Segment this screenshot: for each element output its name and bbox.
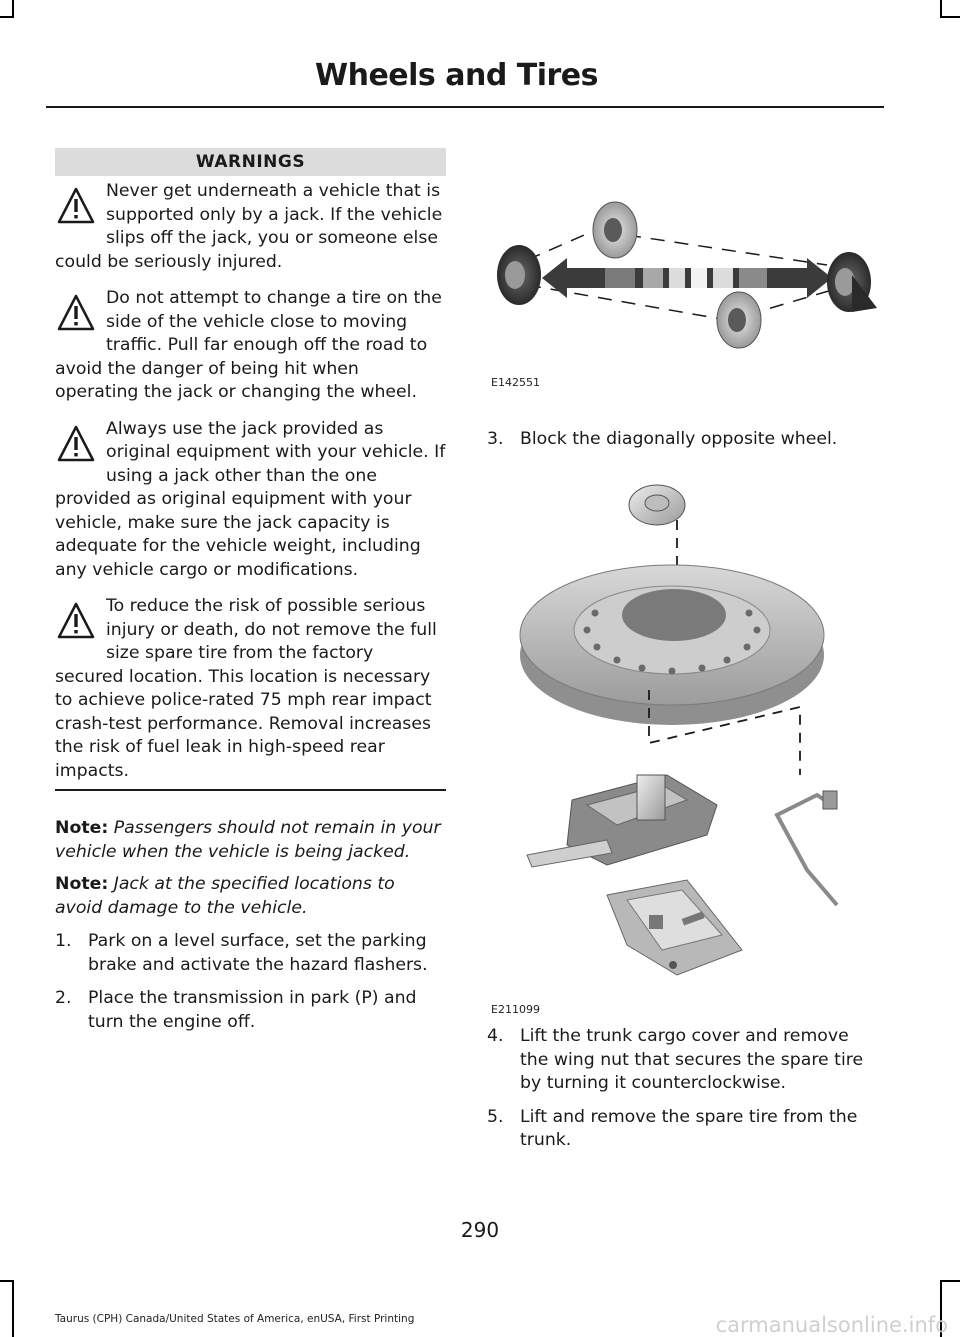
step-text: Place the transmission in park (P) and turn the engine off.: [88, 988, 417, 1032]
step-text: Park on a level surface, set the parking brake and activate the hazard flashers.: [88, 931, 428, 975]
figure-code: E142551: [491, 376, 540, 389]
warning-text: Always use the jack provided as original equipment with your vehicle. If using a jack other than the one provided as original equipment with your vehicle, make sure the jack capacity is adequate for the vehicle weight, including any vehicle cargo or modifications.: [55, 418, 446, 580]
warning-text: To reduce the risk of possible serious injury or death, do not remove the full size spare tire from the factory secured location. This location is necessary to achieve police-rated 75 mph rear impact crash-test performance. Removal increases the risk of fuel leak in high-speed rear impacts.: [55, 596, 437, 781]
step-item: [487, 1025, 880, 1096]
step-item: [487, 428, 913, 452]
crop-mark: [940, 1280, 960, 1282]
spare-tire-jack-illustration: [487, 475, 882, 995]
warning-item: [55, 180, 446, 274]
figure-code: E211099: [491, 1003, 540, 1016]
footer-text: Taurus (CPH) Canada/United States of America, enUSA, First Printing: [55, 1313, 415, 1325]
warning-item: [55, 287, 446, 405]
warning-triangle-icon: [56, 186, 96, 226]
step-text: Lift and remove the spare tire from the trunk.: [520, 1106, 858, 1150]
title-divider: [46, 106, 884, 108]
warning-text: Never get underneath a vehicle that is supported only by a jack. If the vehicle slips off the jack, you or someone else could be seriously injured.: [55, 181, 443, 272]
crop-mark: [0, 1280, 14, 1282]
warning-triangle-icon: [56, 293, 96, 333]
warnings-end-rule: [55, 789, 446, 791]
watermark: carmanualsonline.info: [715, 1313, 948, 1337]
step-number: 2.: [55, 988, 72, 1008]
left-column: [55, 148, 446, 1034]
step-number: 4.: [487, 1026, 504, 1046]
note-text: Passengers should not remain in your vehicle when the vehicle is being jacked.: [55, 818, 441, 862]
crop-mark: [0, 16, 14, 18]
step-text: Block the diagonally opposite wheel.: [520, 429, 838, 449]
note: [55, 817, 446, 864]
step-item: [55, 930, 446, 977]
note-text: Jack at the specified locations to avoid damage to the vehicle.: [55, 874, 395, 918]
wheel-block-illustration: [487, 190, 882, 365]
step-item: [55, 987, 446, 1034]
step-text: Lift the trunk cargo cover and remove the wing nut that secures the spare tire by turning it counterclockwise.: [520, 1026, 864, 1093]
warnings-heading: WARNINGS: [55, 148, 446, 176]
warning-item: [55, 595, 446, 783]
note: [55, 873, 446, 920]
note-label: Note:: [55, 874, 109, 894]
crop-mark: [12, 1280, 14, 1337]
warning-text: Do not attempt to change a tire on the side of the vehicle close to moving traffic. Pull far enough off the road to avoid the danger of being hit when operating the jack or changing the wheel.: [55, 288, 442, 402]
page-number: 290: [460, 1218, 500, 1242]
step-number: 3.: [487, 429, 504, 449]
step-item: [487, 1106, 880, 1153]
crop-mark: [940, 16, 960, 18]
right-column-steps: [487, 1025, 880, 1153]
step-number: 1.: [55, 931, 72, 951]
warning-triangle-icon: [56, 424, 96, 464]
warning-triangle-icon: [56, 601, 96, 641]
note-label: Note:: [55, 818, 109, 838]
step-number: 5.: [487, 1106, 504, 1127]
warning-item: [55, 418, 446, 583]
page-title: Wheels and Tires: [315, 58, 598, 93]
